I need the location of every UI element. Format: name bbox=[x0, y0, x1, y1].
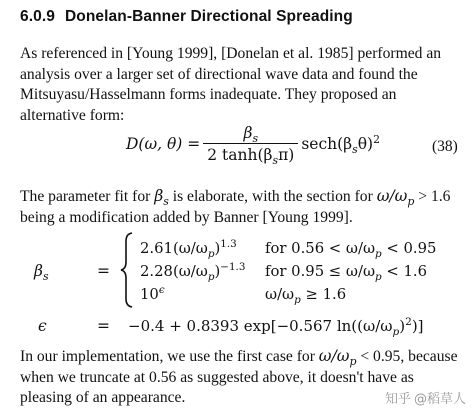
case-3-expr: $10^\epsilon$ bbox=[140, 284, 165, 303]
section-heading bbox=[20, 8, 353, 26]
eq38-denominator: 2 $\tanh(\beta_s\pi)$ bbox=[203, 143, 298, 164]
epsilon-equals: = bbox=[97, 317, 110, 335]
section-title: Donelan-Banner Directional Spreading bbox=[64, 8, 353, 25]
case-2-condition: for $0.95 \le \omega/\omega_p < 1.6$ bbox=[265, 263, 428, 283]
section-number: 6.0.9 bbox=[20, 8, 55, 25]
watermark-site: 知乎 bbox=[384, 392, 411, 407]
beta-s-symbol: $\beta_s$ bbox=[34, 262, 49, 284]
left-brace-icon bbox=[120, 232, 134, 308]
eq38-lhs: D(ω, θ) = bbox=[126, 135, 201, 153]
case-3-condition: $\omega/\omega_p \ge 1.6$ bbox=[265, 286, 347, 306]
case-2-expr: $2.28(\omega/\omega_p)^{-1.3}$ bbox=[140, 261, 246, 283]
intro-paragraph: As referenced in [Young 1999], [Donelan et al. 1985] performed an analysis over a larger set of directional wave data and found the Mitsuyasu/Hasselmann forms inadequate. They proposed an alternative form: bbox=[20, 45, 442, 124]
case-1-condition: for $0.56 < \omega/\omega_p < 0.95$ bbox=[265, 240, 437, 260]
epsilon-symbol: ϵ bbox=[38, 317, 47, 335]
epsilon-expression: −0.4 + 0.8393 exp[−0.567 $\ln((\omega/\omega_p)^2)$] bbox=[128, 316, 424, 338]
watermark bbox=[382, 388, 466, 407]
watermark-author: @稻草人 bbox=[413, 392, 466, 407]
case-1-expr: $2.61(\omega/\omega_p)^{1.3}$ bbox=[140, 238, 237, 260]
implementation-paragraph: In our implementation, we use the first case for $\omega/\omega_p < 0.95$, because when we truncate at 0.56 as suggested above, it doesn't have as pleasing of an appearance. bbox=[20, 347, 458, 406]
parameter-paragraph: The parameter fit for $\beta_s$ is elaborate, with the section for $\omega/\omega_p > 1.6$ being a modification added by Banner [Young 1999]. bbox=[20, 187, 451, 226]
equation-number: (38) bbox=[432, 138, 458, 155]
eq38-numerator: $\beta_s$ bbox=[243, 124, 259, 146]
eq38-rhs: $\sec h(\beta_s\theta)^2$ bbox=[301, 132, 380, 157]
equation-38 bbox=[126, 124, 380, 168]
beta-s-equals: = bbox=[97, 262, 110, 280]
eq38-fraction bbox=[203, 124, 298, 168]
